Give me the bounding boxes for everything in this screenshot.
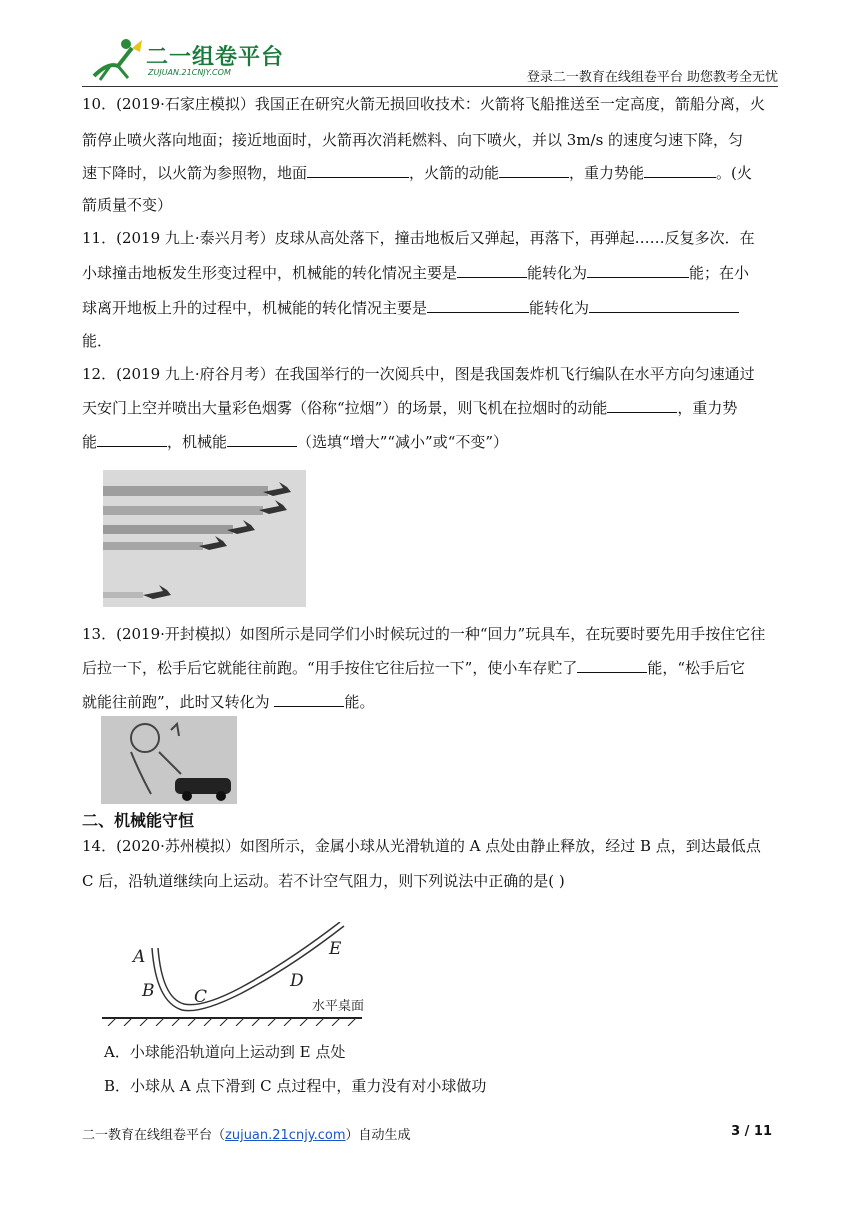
q10-line2: 箭停止喷火落向地面；接近地面时，火箭再次消耗燃料、向下喷火，并以 3m/s 的速度匀速下降，匀 [82,131,744,149]
smoke-trail [103,486,268,496]
point-d-label: D [290,971,304,991]
q14-line1: 14．(2020·苏州模拟）如图所示，金属小球从光滑轨道的 A 点处由静止释放，经过 B 点，到达最低点 [82,837,761,855]
q10-line3 [82,163,782,183]
q10-text-d: 。(火 [716,164,752,182]
q11-text-e: 能转化为 [529,299,590,317]
q10-text-a: 速下降时，以火箭为参照物，地面 [82,164,308,182]
q13-text-d: 能。 [344,693,375,711]
q11-line1: 11．(2019 九上·泰兴月考）皮球从高处落下，撞击地板后又弹起，再落下，再弹起……反复多次．在 [82,229,755,247]
header-slogan: 登录二一教育在线组卷平台 助您教考全无忧 [526,70,778,85]
track-inner [152,926,344,1011]
page-number: 3 / 11 [731,1124,772,1139]
q11-blank-4[interactable] [589,298,739,313]
runner-icon [88,36,144,82]
footer-prefix: 二一教育在线组卷平台（ [82,1128,226,1143]
footer-text [82,1124,411,1143]
q10-text-b: ，火箭的动能 [409,164,500,182]
q10-blank-2[interactable] [499,163,569,178]
header-divider [82,86,778,87]
q11-text-a: 小球撞击地板发生形变过程中，机械能的转化情况主要是 [82,264,458,282]
logo-subtitle: ZUJUAN.21CNJY.COM [148,68,231,77]
point-a-label: A [133,947,146,967]
footer-link[interactable]: zujuan.21cnjy.com [225,1128,346,1143]
logo-title: 二一组卷平台 [146,45,285,70]
q11-blank-1[interactable] [457,263,527,278]
point-b-label: B [142,981,155,1001]
q11-text-b: 能转化为 [527,264,588,282]
track-diagram [100,922,368,1026]
q12-line3 [82,432,782,452]
q11-line2 [82,263,782,283]
q13-line1: 13．(2019·开封模拟）如图所示是同学们小时候玩过的一种“回力”玩具车，在玩要时要先用手按住它往 [82,625,766,643]
q12-blank-3[interactable] [227,432,297,447]
jets-photo [103,470,306,607]
q10-text-c: ，重力势能 [569,164,645,182]
point-c-label: C [194,987,208,1007]
site-logo[interactable] [88,36,285,82]
q12-line1: 12．(2019 九上·府谷月考）在我国举行的一次阅兵中，图是我国轰炸机飞行编队在水平方向匀速通过 [82,365,755,383]
q13-blank-1[interactable] [577,658,647,673]
q14-option-a[interactable]: A．小球能沿轨道向上运动到 E 点处 [104,1043,346,1061]
surface-label: 水平桌面 [312,999,365,1014]
footer-suffix: ）自动生成 [345,1128,411,1143]
q10-line1: 10．(2019·石家庄模拟）我国正在研究火箭无损回收技术：火箭将飞船推送至一定高度，箭船分离，火 [82,95,765,113]
q10-blank-3[interactable] [644,163,716,178]
toy-car-photo [101,716,237,804]
q13-line3 [82,692,782,712]
q12-text-b: ，重力势 [677,399,738,417]
q12-text-c: 能 [82,433,98,451]
section-title: 二、机械能守恒 [82,811,195,830]
q13-text-a: 后拉一下，松手后它就能往前跑。“用手按住它往后拉一下”，使小车存贮了 [82,659,578,677]
q11-blank-3[interactable] [427,298,529,313]
q11-blank-2[interactable] [587,263,689,278]
smoke-trail [103,592,143,598]
smoke-trail [103,542,203,550]
smoke-trail [103,525,233,534]
q11-line4: 能． [82,332,113,350]
q10-line4: 箭质量不变） [82,196,173,214]
q11-line3 [82,298,782,318]
q13-blank-2[interactable] [274,692,344,707]
track-outer [158,922,340,1005]
point-e-label: E [329,939,342,959]
table-hatching [108,1018,356,1026]
q12-blank-1[interactable] [607,398,677,413]
q12-text-e: （选填“增大”“减小”或“不变”） [297,433,509,451]
q11-text-c: 能；在小 [689,264,750,282]
q13-text-c: 就能往前跑”，此时又转化为 [82,693,275,711]
q13-line2 [82,658,782,678]
q12-line2 [82,398,782,418]
q10-blank-1[interactable] [307,163,409,178]
q14-line2: C 后，沿轨道继续向上运动。若不计空气阻力，则下列说法中正确的是( ) [82,872,565,890]
q11-text-d: 球离开地板上升的过程中，机械能的转化情况主要是 [82,299,428,317]
q13-text-b: 能，“松手后它 [647,659,746,677]
q12-blank-2[interactable] [97,432,167,447]
q12-text-a: 天安门上空并喷出大量彩色烟雾（俗称“拉烟”）的场景，则飞机在拉烟时的动能 [82,399,608,417]
q12-text-d: ，机械能 [167,433,228,451]
q14-option-b[interactable]: B．小球从 A 点下滑到 C 点过程中，重力没有对小球做功 [104,1077,487,1095]
smoke-trail [103,506,263,515]
